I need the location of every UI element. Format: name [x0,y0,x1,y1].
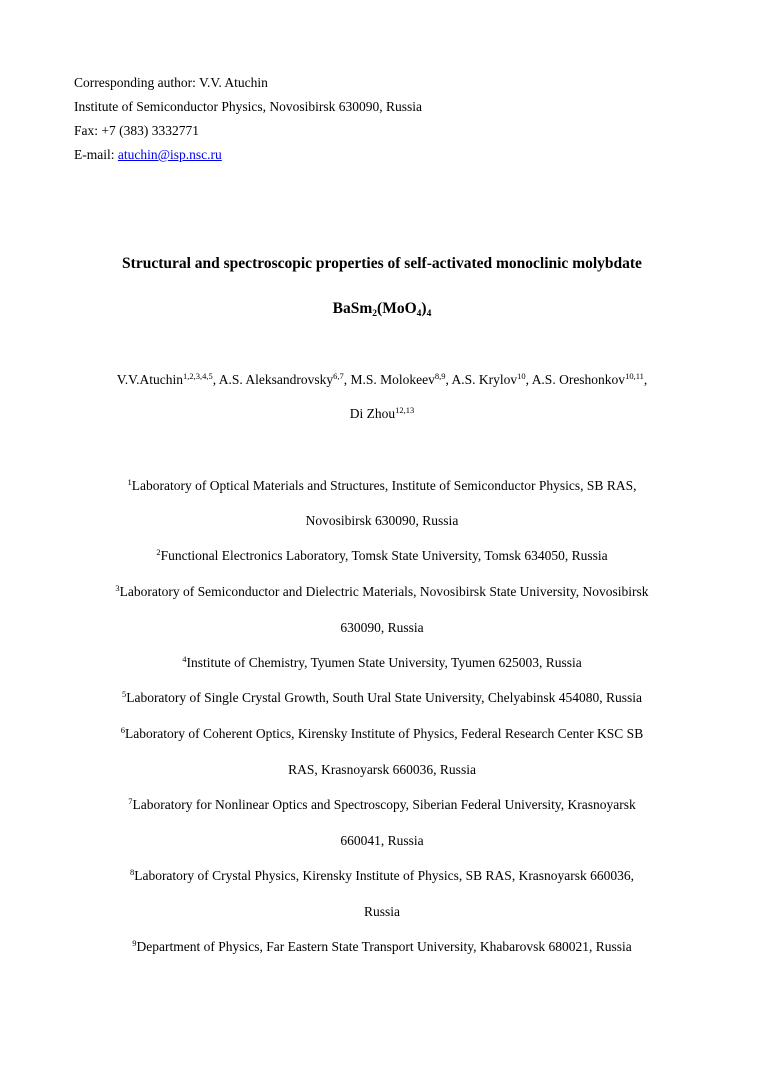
affiliation-4: $^4$Institute of Chemistry, Tyumen State University, Tyumen 625003, Russia [182,654,582,670]
author: Di Zhou$^{12,13}$ [349,405,415,421]
affiliation-1: $^1$Laboratory of Optical Materials and Structures, Institute of Semiconductor Physics, SB RAS, [127,477,637,493]
corresponding-author: Corresponding author: V.V. Atuchin [74,75,268,90]
affiliation-7-cont: 660041, Russia [340,833,424,848]
email-label: E-mail: [74,147,118,162]
affiliation-3: $^3$Laboratory of Semiconductor and Dielectric Materials, Novosibirsk State University, Novosibirsk [115,583,649,599]
corresponding-block [74,71,422,167]
affiliation-3-cont: 630090, Russia [340,620,424,635]
email-link[interactable]: atuchin@isp.nsc.ru [117,147,222,162]
affiliation-6-cont: RAS, Krasnoyarsk 660036, Russia [288,762,476,777]
author: M.S. Molokeev$^{8,9}$, [350,371,452,387]
author-list-line-2 [0,406,764,422]
affiliation-5: $^5$Laboratory of Single Crystal Growth, South Ural State University, Chelyabinsk 454080, Russia [121,689,643,705]
affiliation-9: $^9$Department of Physics, Far Eastern State Transport University, Khabarovsk 680021, Russia [132,938,632,954]
author: V.V.Atuchin$^{1,2,3,4,5}$, [116,371,219,387]
corresponding-institute: Institute of Semiconductor Physics, Novosibirsk 630090, Russia [74,99,422,114]
affiliation-8-cont: Russia [363,904,400,919]
affiliation-6: $^6$Laboratory of Coherent Optics, Kirensky Institute of Physics, Federal Research Center KSC SB [120,725,644,741]
author-list-line-1 [0,372,764,388]
paper-title-formula: $BaSm_2(MoO_4)_4$ [332,300,432,319]
paper-title: Structural and spectroscopic properties of self-activated monoclinic molybdate [122,255,642,272]
corresponding-fax: Fax: +7 (383) 3332771 [74,123,199,138]
affiliation-2: $^2$Functional Electronics Laboratory, Tomsk State University, Tomsk 634050, Russia [156,547,608,563]
author: A.S. Aleksandrovsky$^{6,7}$, [218,371,351,387]
affiliation-8: $^8$Laboratory of Crystal Physics, Kirensky Institute of Physics, SB RAS, Krasnoyarsk 660036, [129,867,635,883]
corresponding-email-line [74,143,422,167]
affiliation-7: $^7$Laboratory for Nonlinear Optics and Spectroscopy, Siberian Federal University, Krasnoyarsk [128,796,636,812]
affiliation-1-cont: Novosibirsk 630090, Russia [305,513,459,528]
author: A.S. Oreshonkov$^{10,11}$, [531,371,648,387]
author: A.S. Krylov$^{10}$, [451,371,532,387]
